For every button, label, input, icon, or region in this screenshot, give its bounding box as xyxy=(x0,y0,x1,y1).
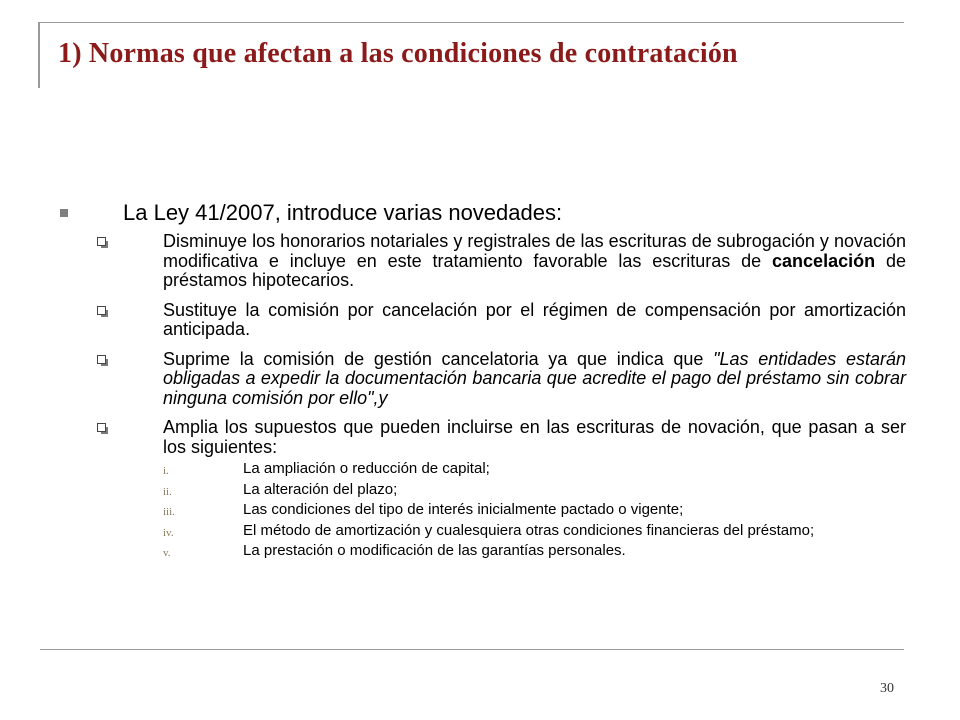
title-frame-top-rule xyxy=(38,22,904,23)
roman-numeral: i. xyxy=(163,465,169,477)
list-item-text: La ampliación o reducción de capital; xyxy=(243,460,490,477)
sub-bullet-point xyxy=(97,301,906,340)
list-item-text: La prestación o modificación de las garantías personales. xyxy=(243,542,626,559)
list-item xyxy=(163,502,906,519)
list-item-text: Las condiciones del tipo de interés inicialmente pactado o vigente; xyxy=(243,501,684,518)
checkbox-bullet-icon xyxy=(97,355,106,364)
title-frame-left-rule xyxy=(38,22,40,88)
list-item-text: La alteración del plazo; xyxy=(243,480,398,498)
slide-body xyxy=(60,200,906,564)
page-number: 30 xyxy=(880,681,894,696)
sub-bullet-text: Amplia los supuestos que pueden incluirse en las escrituras de novación, que pasan a ser los siguientes: xyxy=(163,417,906,457)
sub-bullet-text: Suprime la comisión de gestión cancelatoria ya que indica que xyxy=(163,348,714,369)
list-item xyxy=(163,543,906,560)
sub-bullet-bold-text: cancelación xyxy=(772,250,876,271)
sub-bullet-text: Sustituye la comisión por cancelación por el régimen de compensación por amortización anticipada. xyxy=(163,299,906,339)
checkbox-bullet-icon xyxy=(97,423,106,432)
footer-rule xyxy=(40,649,904,650)
roman-numeral: v. xyxy=(163,547,171,559)
sub-bullet-text: de préstamos hipotecarios. xyxy=(163,250,906,290)
slide-title: 1) Normas que afectan a las condiciones de contratación xyxy=(58,38,738,69)
sub-bullet-point xyxy=(97,232,906,291)
enumerated-list xyxy=(60,461,906,560)
checkbox-bullet-icon xyxy=(97,237,106,246)
sub-bullet-point xyxy=(97,418,906,457)
sub-bullet-quote: "Las entidades estarán obligadas a expedir la documentación bancaria que acredite el pago del préstamo sin cobrar ninguna comisión por ello",y xyxy=(163,348,907,408)
list-item-text: El método de amortización y cualesquiera otras condiciones financieras del préstamo; xyxy=(243,521,815,539)
list-item xyxy=(163,482,906,499)
list-item xyxy=(163,461,906,478)
roman-numeral: iii. xyxy=(163,506,175,518)
checkbox-bullet-icon xyxy=(97,306,106,315)
roman-numeral: iv. xyxy=(163,526,174,539)
roman-numeral: ii. xyxy=(163,485,172,498)
main-bullet-text: La Ley 41/2007, introduce varias novedades: xyxy=(123,200,563,225)
sub-bullet-point xyxy=(97,350,906,409)
sub-bullet-text: Disminuye los honorarios notariales y registrales de las escrituras de subrogación y novación modificativa e incluye en este tratamiento favorable las escrituras de xyxy=(163,231,906,271)
list-item xyxy=(163,523,906,540)
main-bullet-point xyxy=(60,200,906,226)
square-bullet-icon xyxy=(60,209,68,217)
